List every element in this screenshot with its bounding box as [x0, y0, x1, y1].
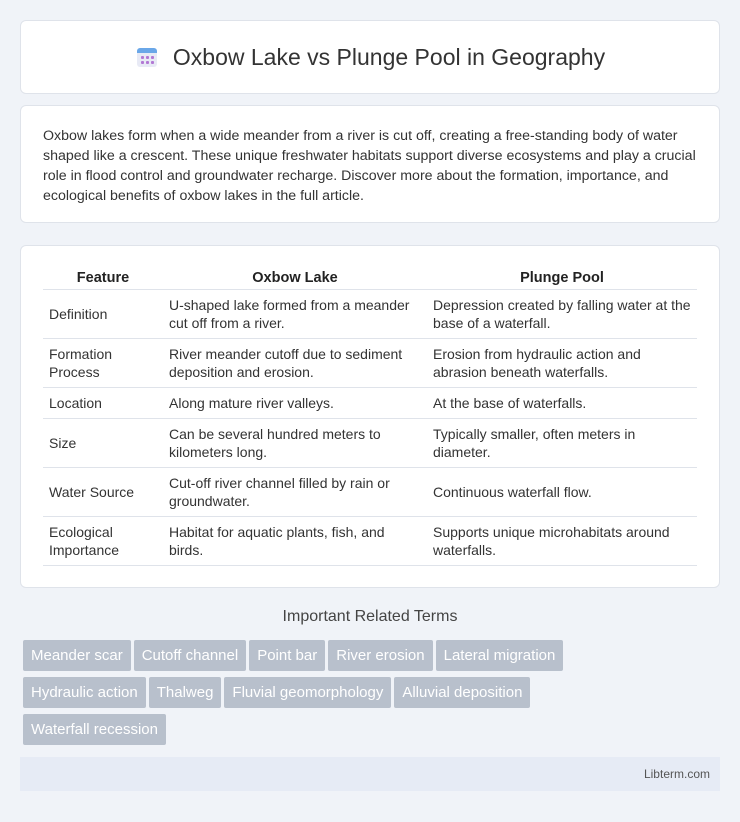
row-oxbow-lake: Along mature river valleys. [163, 388, 427, 419]
header-feature: Feature [43, 266, 163, 290]
related-term-tag[interactable]: Alluvial deposition [394, 677, 530, 708]
table-row [43, 290, 697, 339]
related-term-tag[interactable]: Fluvial geomorphology [224, 677, 391, 708]
table-header-row [43, 266, 697, 290]
table-row [43, 419, 697, 468]
row-feature: Location [43, 388, 163, 419]
row-plunge-pool: Typically smaller, often meters in diameter. [427, 419, 697, 468]
related-term-tag[interactable]: Meander scar [23, 640, 131, 671]
row-plunge-pool: Erosion from hydraulic action and abrasion beneath waterfalls. [427, 339, 697, 388]
related-term-tag[interactable]: Thalweg [149, 677, 222, 708]
row-feature: Water Source [43, 468, 163, 517]
row-feature: Formation Process [43, 339, 163, 388]
related-term-tag[interactable]: Lateral migration [436, 640, 564, 671]
row-oxbow-lake: Habitat for aquatic plants, fish, and birds. [163, 517, 427, 566]
title-card [20, 20, 720, 94]
related-terms-list [23, 640, 723, 751]
related-term-tag[interactable]: Cutoff channel [134, 640, 246, 671]
footer-site-link[interactable]: Libterm.com [643, 767, 710, 781]
row-oxbow-lake: Can be several hundred meters to kilometers long. [163, 419, 427, 468]
table-row [43, 468, 697, 517]
related-term-tag[interactable]: Hydraulic action [23, 677, 146, 708]
header-plunge-pool: Plunge Pool [427, 266, 697, 290]
row-plunge-pool: Supports unique microhabitats around waterfalls. [427, 517, 697, 566]
related-term-tag[interactable]: Point bar [249, 640, 325, 671]
footer [20, 757, 720, 791]
table-row [43, 339, 697, 388]
row-oxbow-lake: Cut-off river channel filled by rain or groundwater. [163, 468, 427, 517]
table-row [43, 517, 697, 566]
header-oxbow-lake: Oxbow Lake [163, 266, 427, 290]
row-plunge-pool: Continuous waterfall flow. [427, 468, 697, 517]
row-oxbow-lake: River meander cutoff due to sediment deposition and erosion. [163, 339, 427, 388]
comparison-card [20, 245, 720, 588]
intro-card [20, 105, 720, 223]
page-title: Oxbow Lake vs Plunge Pool in Geography [172, 43, 606, 70]
related-terms-heading: Important Related Terms [282, 608, 458, 625]
table-row [43, 388, 697, 419]
related-term-tag[interactable]: River erosion [328, 640, 432, 671]
row-plunge-pool: At the base of waterfalls. [427, 388, 697, 419]
calendar-icon [135, 45, 159, 69]
row-feature: Definition [43, 290, 163, 339]
row-plunge-pool: Depression created by falling water at the base of a waterfall. [427, 290, 697, 339]
related-term-tag[interactable]: Waterfall recession [23, 714, 166, 745]
comparison-table [43, 266, 697, 566]
row-oxbow-lake: U-shaped lake formed from a meander cut off from a river. [163, 290, 427, 339]
row-feature: Ecological Importance [43, 517, 163, 566]
row-feature: Size [43, 419, 163, 468]
intro-text: Oxbow lakes form when a wide meander from a river is cut off, creating a free-standing body of water shaped like a crescent. These unique freshwater habitats support diverse ecosystems and play a crucial role in flood control and groundwater recharge. Discover more about the formation, importance, and ecological benefits of oxbow lakes in the full article. [43, 128, 696, 204]
